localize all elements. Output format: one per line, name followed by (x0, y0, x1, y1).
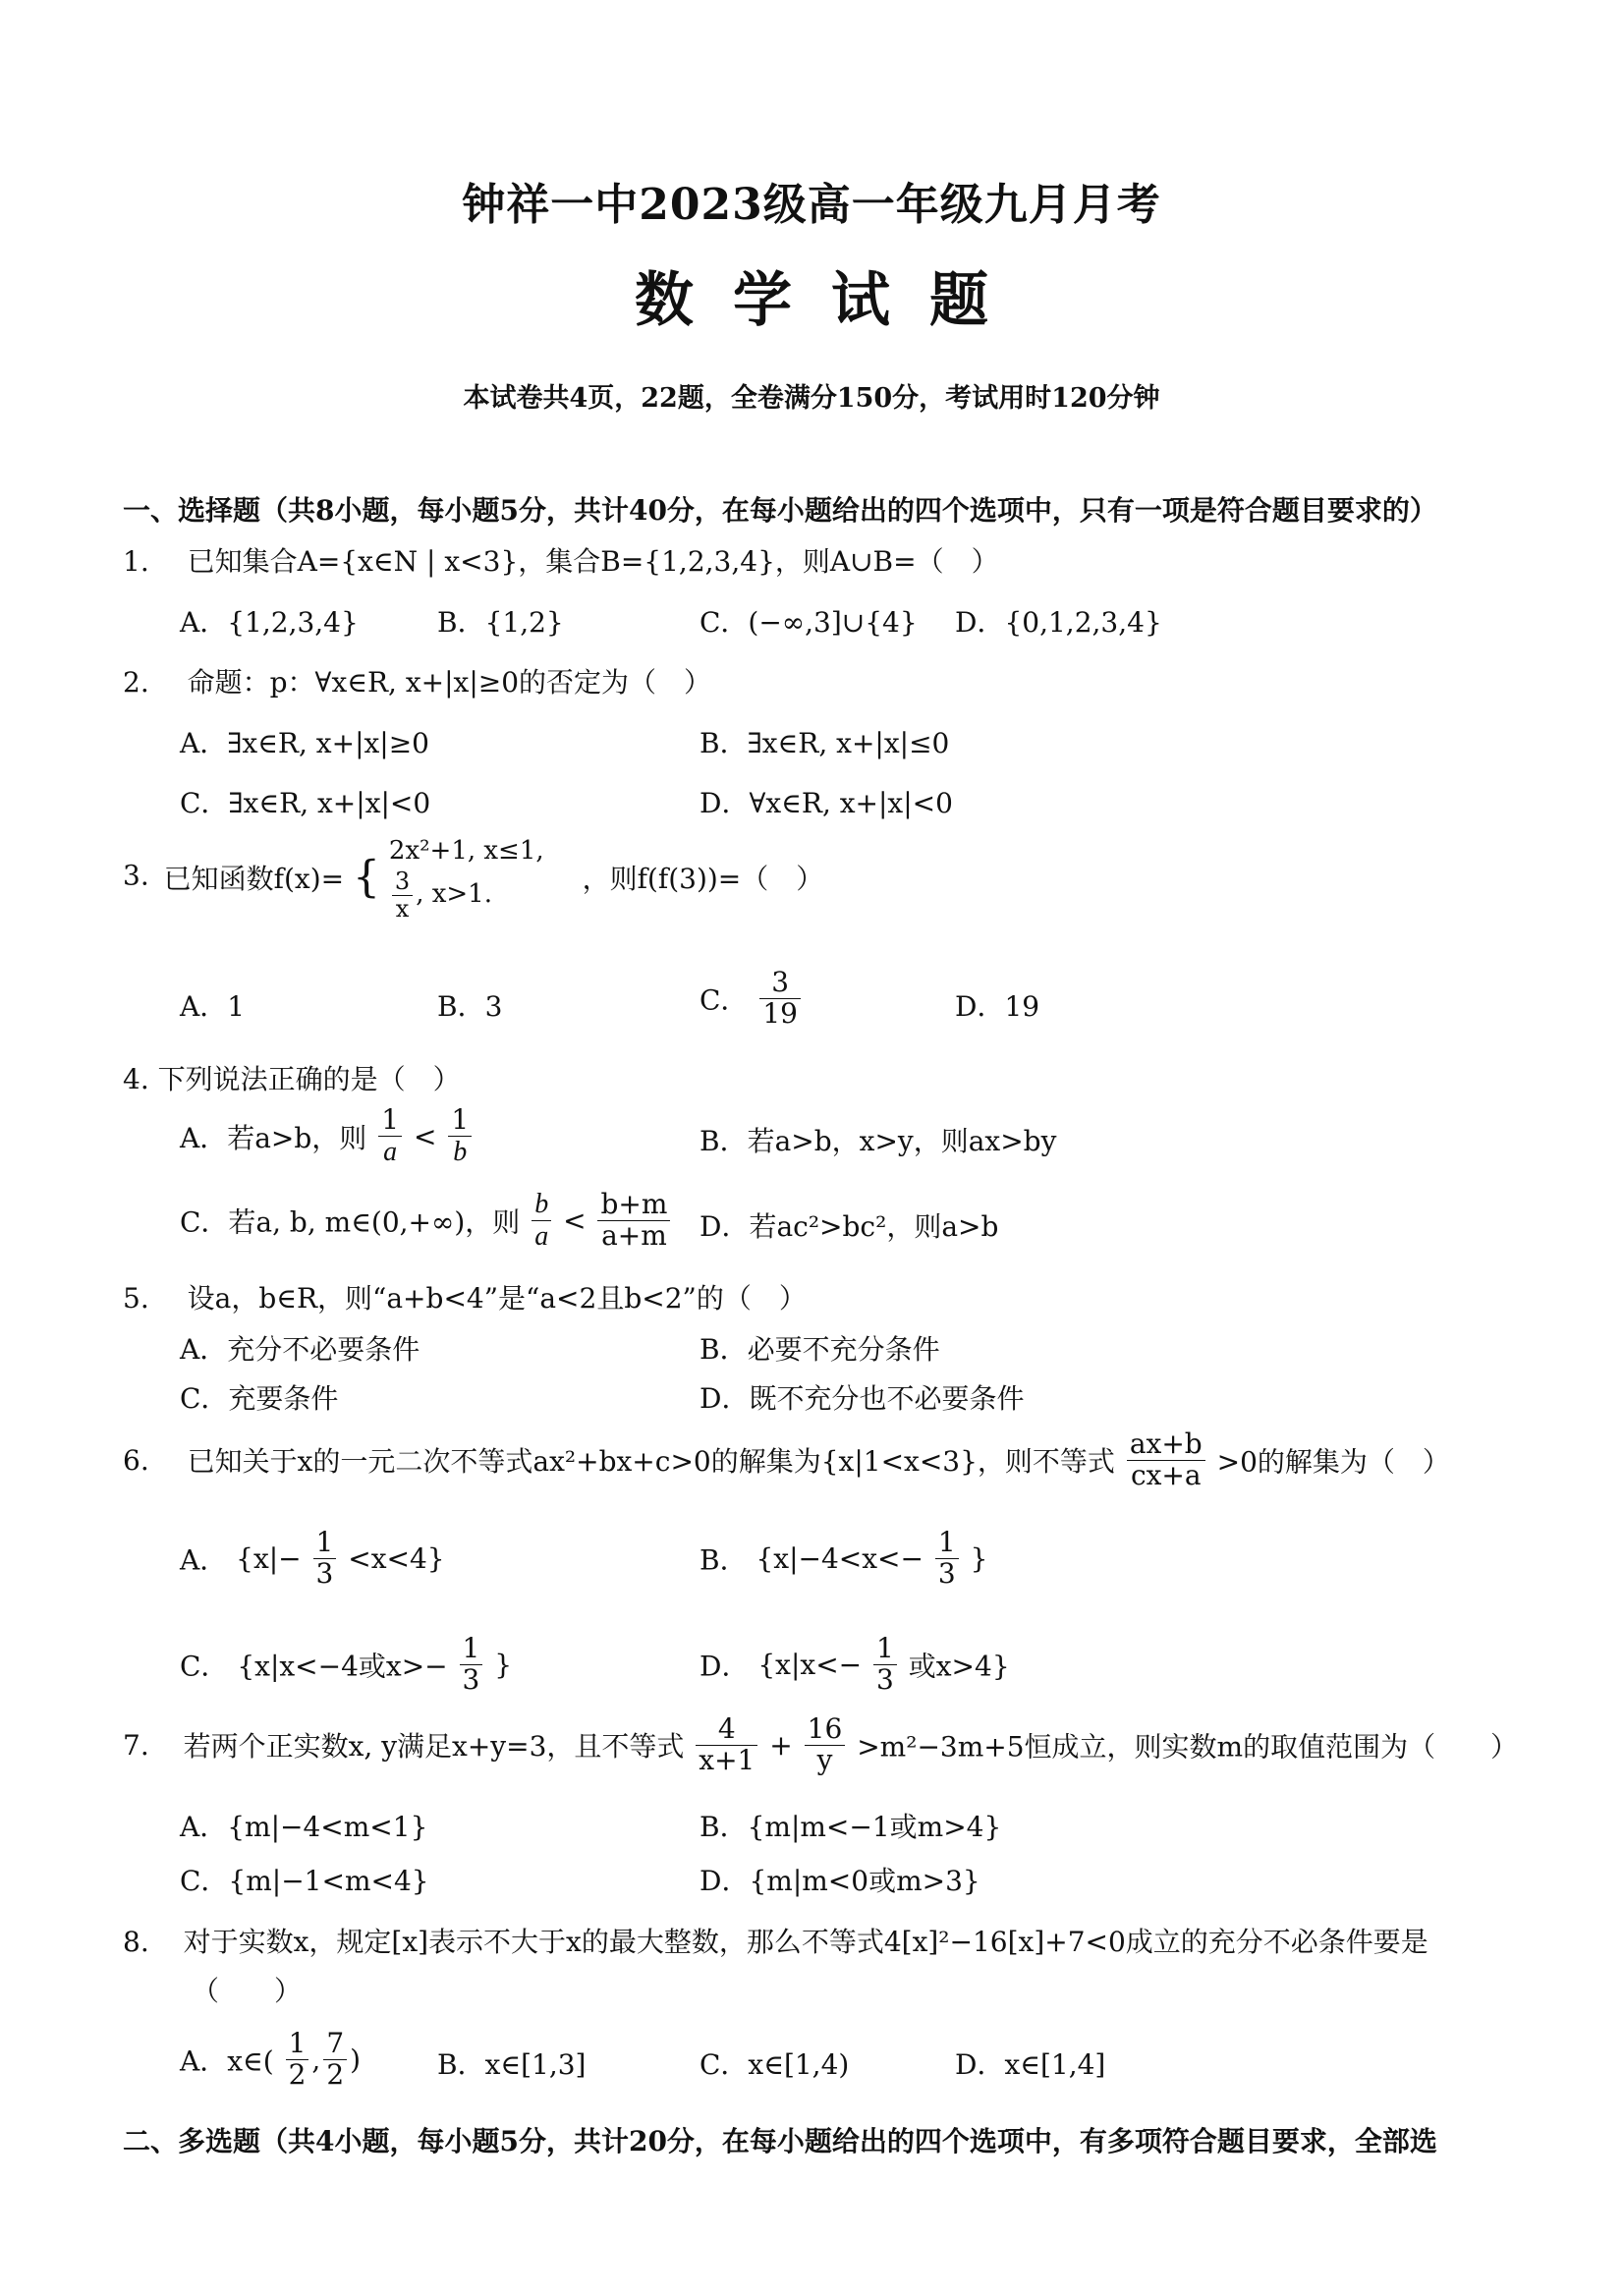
question-stem: 命题：p：∀x∈R, x+|x|≥0的否定为（ ） (187, 666, 712, 699)
piece-2 (389, 868, 544, 922)
option-c: C．充要条件 (180, 1382, 339, 1415)
option-b: B．3 (437, 990, 503, 1023)
option-a: A．{1,2,3,4} (180, 606, 359, 639)
option-b: B．若a>b，x>y，则ax>by (700, 1125, 1057, 1157)
subject-title: 数学试题 (635, 266, 1028, 335)
question-stem-suffix: >m²−3m+5恒成立，则实数m的取值范围为（ ） (857, 1730, 1519, 1764)
option-a: A． {x|− $\frac{1}{3}$ <x<4} (180, 1526, 445, 1590)
option-c: C．(−∞,3]∪{4} (700, 606, 918, 639)
section-2-heading: 二、多选题（共4小题，每小题5分，共计20分，在每小题给出的四个选项中，有多项符合题目要求，全部选 (123, 2125, 1437, 2157)
option-d: D．若ac²>bc²，则a>b (700, 1210, 999, 1243)
question-stem-prefix: 已知关于x的一元二次不等式ax²+bx+c>0的解集为{x|1<x<3}，则不等式 (187, 1445, 1115, 1479)
option-d: D．{m|m<0或m>3} (700, 1865, 980, 1897)
option-d: D．{0,1,2,3,4} (955, 606, 1162, 639)
option-d: D． {x|x<− $\frac{1}{3}$ 或x>4} (700, 1632, 1010, 1696)
option-c: C．∃x∈R, x+|x|<0 (180, 787, 431, 819)
question-number: 7. (123, 1728, 149, 1762)
piece-2-denominator: x (395, 894, 410, 923)
question-3 (123, 833, 823, 922)
option-b: B．必要不充分条件 (700, 1333, 940, 1366)
school-title: 钟祥一中2023级高一年级九月月考 (462, 180, 1161, 230)
section-1-heading: 一、选择题（共8小题，每小题5分，共计40分，在每小题给出的四个选项中，只有一项是符合题目要求的） (123, 494, 1437, 527)
question-stem-prefix: 若两个正实数x, y满足x+y=3，且不等式 (183, 1730, 685, 1764)
question-stem: 对于实数x，规定[x]表示不大于x的最大整数，那么不等式4[x]²−16[x]+7<0成立的充分不必条件要是 (183, 1926, 1428, 1958)
question-stem: 下列说法正确的是（ ） (157, 1063, 461, 1095)
question-stem: 设a，b∈R，则“a+b<4”是“a<2且b<2”的（ ） (187, 1282, 807, 1315)
question-number: 4. (123, 1063, 149, 1095)
question-number: 8. (123, 1926, 149, 1958)
piece-1: 2x²+1, x≤1, (388, 836, 544, 866)
question-8-answer-paren: （ ） (192, 1975, 303, 2007)
option-a: A．{m|−4<m<1} (180, 1811, 428, 1843)
option-c: C．{m|−1<m<4} (180, 1865, 429, 1897)
option-c: C． $\frac{3}{19}$ (700, 968, 804, 1030)
option-c: C． {x|x<−4或x>− $\frac{1}{3}$ } (180, 1632, 513, 1696)
question-5 (123, 1277, 807, 1316)
option-d: D．x∈[1,4] (955, 2048, 1106, 2081)
option-b: B．{1,2} (437, 606, 564, 639)
question-8 (123, 1921, 1428, 1960)
question-stem-prefix: 已知函数f(x)= (163, 863, 345, 896)
option-a: A．1 (180, 990, 246, 1023)
question-number: 5. (123, 1282, 149, 1315)
option-b: B．x∈[1,3] (437, 2048, 587, 2081)
question-number: 6. (123, 1443, 149, 1477)
option-a: A．∃x∈R, x+|x|≥0 (180, 727, 429, 759)
option-c: C．x∈[1,4) (700, 2048, 850, 2081)
question-number: 3. (123, 859, 149, 892)
option-b: B． {x|−4<x<− $\frac{1}{3}$ } (700, 1526, 988, 1590)
option-a: A．充分不必要条件 (180, 1333, 420, 1366)
question-6: 6. 已知关于x的一元二次不等式ax²+bx+c>0的解集为{x|1<x<3}，则不等式 $\frac{ax+b}{cx+a}$ >0的解集为（ ） (123, 1428, 1450, 1491)
option-d: D．19 (955, 990, 1040, 1023)
question-1 (123, 540, 999, 580)
left-brace: { (353, 852, 380, 903)
question-2 (123, 661, 711, 700)
question-7: 7. 若两个正实数x, y满足x+y=3，且不等式 $\frac{4}{x+1}$ + $\frac{16}{y}$ >m²−3m+5恒成立，则实数m的取值范围为（ ） (123, 1712, 1519, 1776)
option-b: B．{m|m<−1或m>4} (700, 1811, 1002, 1843)
question-stem-suffix: >0的解集为（ ） (1216, 1445, 1450, 1479)
piece-2-tail: , x>1. (416, 879, 492, 910)
piecewise-function (389, 833, 544, 922)
option-a: A．x∈( $\frac{1}{2}$ , $\frac{7}{2}$ ) (180, 2027, 362, 2091)
option-a: A．若a>b，则 $\frac{1}{a}$ < $\frac{1}{b}$ (180, 1105, 475, 1168)
question-number: 1. (123, 545, 149, 578)
question-stem-suffix: ，则f(f(3))=（ ） (582, 863, 824, 896)
option-c: C．若a, b, m∈(0,+∞)，则 $\frac{b}{a}$ < $\frac{b+m}{a+m}$ (180, 1189, 673, 1253)
piece-2-numerator: 3 (392, 868, 413, 895)
exam-info: 本试卷共4页，22题，全卷满分150分，考试用时120分钟 (463, 383, 1160, 414)
question-number: 2. (123, 666, 149, 699)
question-4 (123, 1058, 461, 1097)
option-d: D．既不充分也不必要条件 (700, 1382, 1025, 1415)
question-stem: 已知集合A={x∈N | x<3}，集合B={1,2,3,4}，则A∪B=（ ） (187, 545, 999, 578)
option-b: B．∃x∈R, x+|x|≤0 (700, 727, 950, 759)
option-d: D．∀x∈R, x+|x|<0 (700, 787, 953, 819)
